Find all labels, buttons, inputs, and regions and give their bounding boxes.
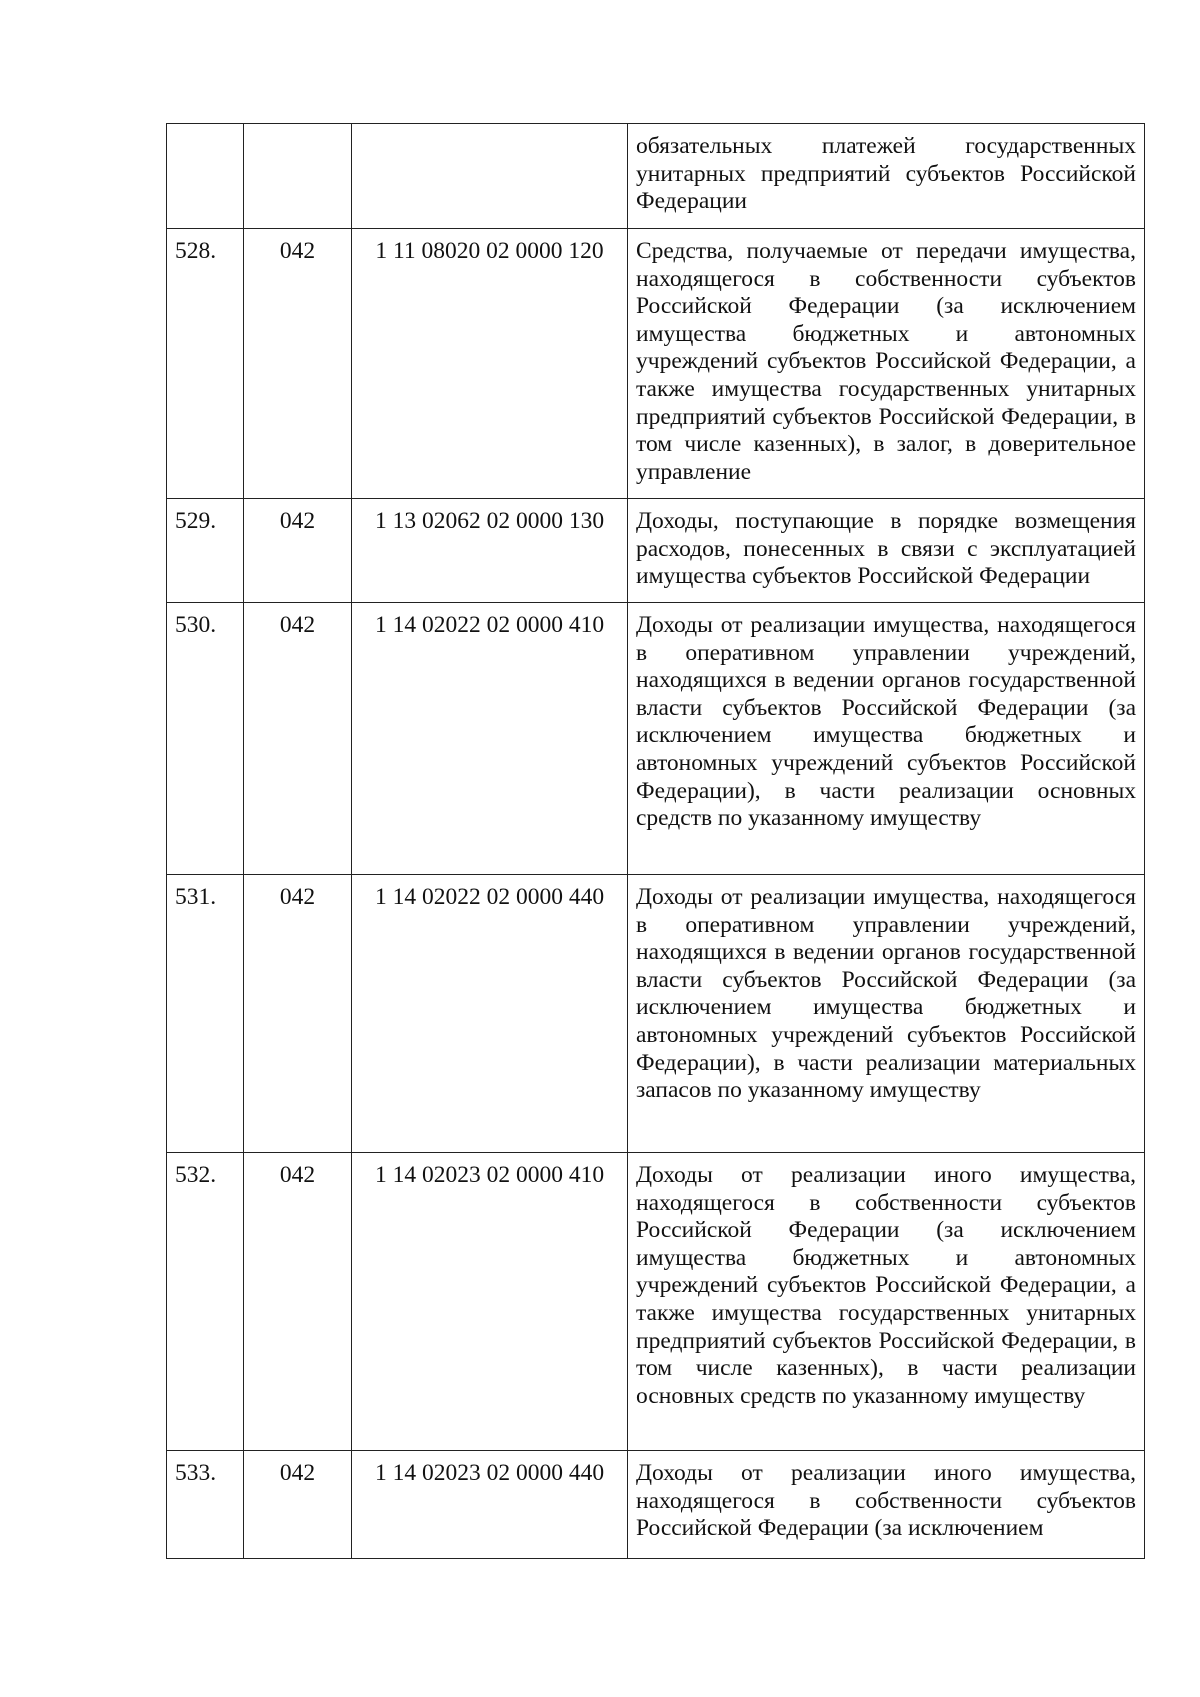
table-row bbox=[167, 1153, 1145, 1451]
budget-classification-table bbox=[166, 123, 1145, 1559]
administrator-code: 042 bbox=[244, 229, 352, 499]
row-number: 529. bbox=[167, 499, 244, 603]
administrator-code bbox=[244, 124, 352, 229]
administrator-code: 042 bbox=[244, 1451, 352, 1559]
row-number: 532. bbox=[167, 1153, 244, 1451]
row-number bbox=[167, 124, 244, 229]
budget-revenue-code: 1 11 08020 02 0000 120 bbox=[352, 229, 628, 499]
revenue-description: Доходы от реализации имущества, находящегося в оперативном управлении учреждений, находящихся в ведении органов государственной власти субъектов Российской Федерации (за исключением имущества бюджетных и автономных учреждений субъектов Российской Федерации), в части реализации материальных запасов по указанному имуществу bbox=[628, 875, 1145, 1153]
administrator-code: 042 bbox=[244, 499, 352, 603]
revenue-description: обязательных платежей государственных унитарных предприятий субъектов Российской Федерации bbox=[628, 124, 1145, 229]
budget-revenue-code: 1 13 02062 02 0000 130 bbox=[352, 499, 628, 603]
administrator-code: 042 bbox=[244, 603, 352, 875]
table-row bbox=[167, 875, 1145, 1153]
budget-revenue-code bbox=[352, 124, 628, 229]
administrator-code: 042 bbox=[244, 875, 352, 1153]
row-number: 530. bbox=[167, 603, 244, 875]
budget-revenue-code: 1 14 02023 02 0000 440 bbox=[352, 1451, 628, 1559]
table-row bbox=[167, 1451, 1145, 1559]
row-number: 531. bbox=[167, 875, 244, 1153]
revenue-description: Средства, получаемые от передачи имущества, находящегося в собственности субъектов Российской Федерации (за исключением имущества бюджетных и автономных учреждений субъектов Российской Федерации, а также имущества государственных унитарных предприятий субъектов Российской Федерации, в том числе казенных), в залог, в доверительное управление bbox=[628, 229, 1145, 499]
revenue-description: Доходы от реализации имущества, находящегося в оперативном управлении учреждений, находящихся в ведении органов государственной власти субъектов Российской Федерации (за исключением имущества бюджетных и автономных учреждений субъектов Российской Федерации), в части реализации основных средств по указанному имуществу bbox=[628, 603, 1145, 875]
row-number: 533. bbox=[167, 1451, 244, 1559]
table-row bbox=[167, 603, 1145, 875]
revenue-description: Доходы, поступающие в порядке возмещения расходов, понесенных в связи с эксплуатацией имущества субъектов Российской Федерации bbox=[628, 499, 1145, 603]
budget-revenue-code: 1 14 02022 02 0000 410 bbox=[352, 603, 628, 875]
revenue-description: Доходы от реализации иного имущества, находящегося в собственности субъектов Российской Федерации (за исключением bbox=[628, 1451, 1145, 1559]
administrator-code: 042 bbox=[244, 1153, 352, 1451]
budget-revenue-code: 1 14 02023 02 0000 410 bbox=[352, 1153, 628, 1451]
table-row bbox=[167, 229, 1145, 499]
table-row bbox=[167, 124, 1145, 229]
row-number: 528. bbox=[167, 229, 244, 499]
revenue-description: Доходы от реализации иного имущества, находящегося в собственности субъектов Российской Федерации (за исключением имущества бюджетных и автономных учреждений субъектов Российской Федерации, а также имущества государственных унитарных предприятий субъектов Российской Федерации, в том числе казенных), в части реализации основных средств по указанному имуществу bbox=[628, 1153, 1145, 1451]
table-row bbox=[167, 499, 1145, 603]
budget-revenue-code: 1 14 02022 02 0000 440 bbox=[352, 875, 628, 1153]
